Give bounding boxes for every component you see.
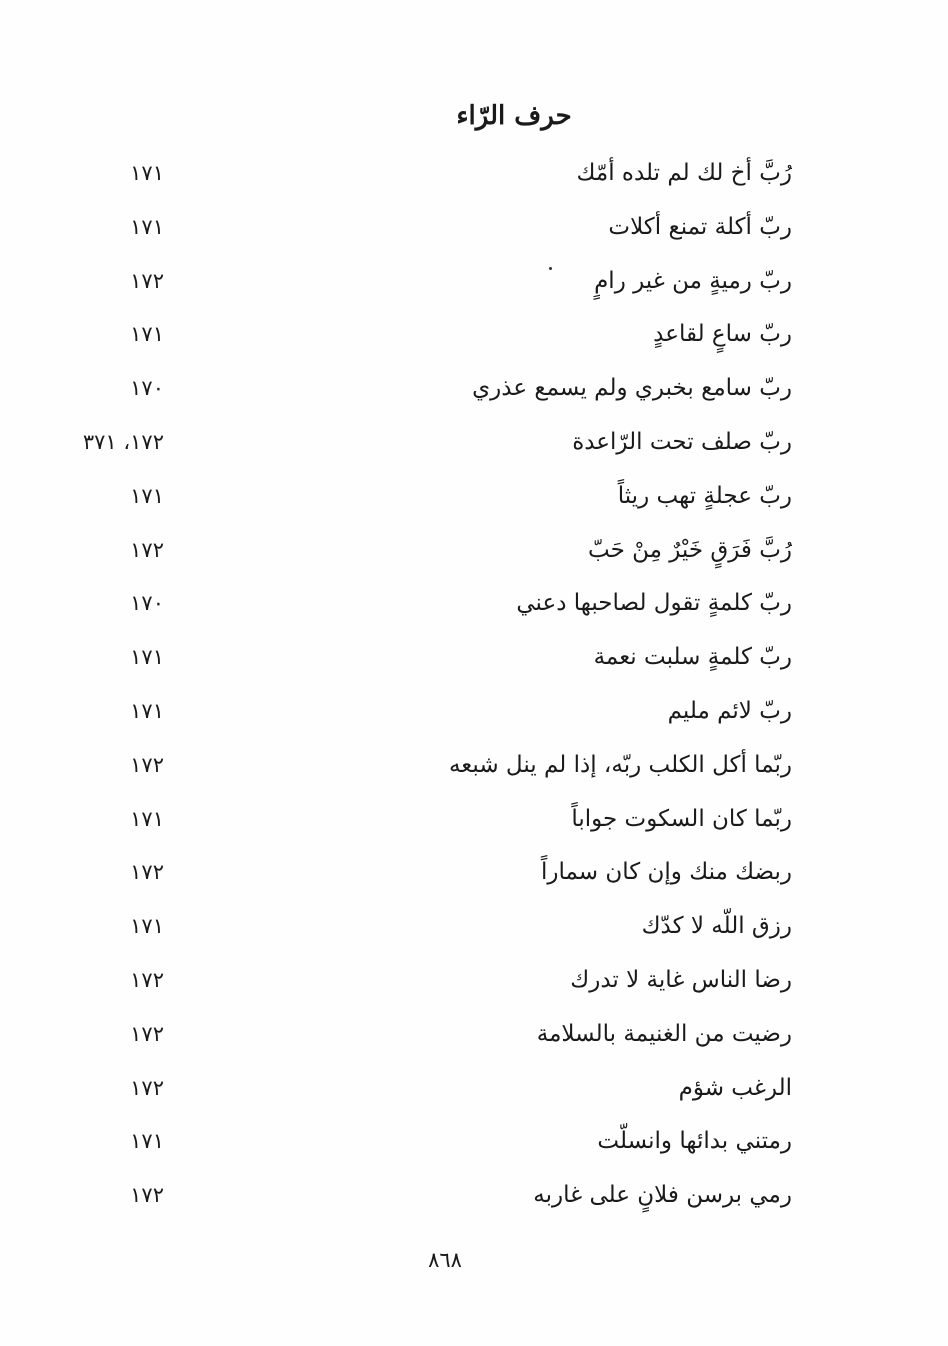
proverb-text: رزق اللّه لا كدّك bbox=[641, 913, 792, 940]
index-entry bbox=[0, 1063, 948, 1117]
page-reference: ١٧١ bbox=[130, 806, 164, 831]
index-entry bbox=[0, 578, 948, 632]
index-entry bbox=[0, 794, 948, 848]
page-reference: ١٧٢ bbox=[130, 268, 164, 293]
proverb-text: ربّ عجلةٍ تهب ريثاً bbox=[617, 482, 792, 509]
page-reference: ١٧٢ bbox=[130, 752, 164, 777]
proverb-text: ربّ كلمةٍ سلبت نعمة bbox=[593, 644, 792, 671]
page-reference: ١٧٢ bbox=[130, 860, 164, 885]
proverb-text: رمي برسن فلانٍ على غاربه bbox=[533, 1182, 792, 1209]
proverb-text: رُبَّ أخ لك لم تلده أمّك bbox=[576, 160, 792, 186]
page-reference: ١٧١ bbox=[130, 214, 164, 239]
page-reference: ١٧١ bbox=[130, 483, 164, 508]
section-heading: حرف الرّاء bbox=[456, 101, 572, 131]
proverb-text: ربّ كلمةٍ تقول لصاحبها دعني bbox=[516, 590, 792, 617]
index-entry bbox=[0, 202, 948, 256]
page-reference: ١٧١ bbox=[130, 1129, 164, 1154]
index-entry bbox=[0, 955, 948, 1009]
page-reference: ١٧٢ bbox=[130, 1183, 164, 1208]
page-reference: ١٧٢، ٣٧١ bbox=[82, 429, 164, 454]
proverb-text: رضا الناس غاية لا تدرك bbox=[570, 966, 792, 993]
index-entry bbox=[0, 363, 948, 417]
proverb-text: رضيت من الغنيمة بالسلامة bbox=[536, 1020, 792, 1047]
page-number: ٨٦٨ bbox=[428, 1248, 462, 1272]
index-entry bbox=[0, 471, 948, 525]
page-reference: ١٧٢ bbox=[130, 537, 164, 562]
proverb-text: ربّ سامع بخبري ولم يسمع عذري bbox=[472, 375, 792, 402]
index-entry bbox=[0, 525, 948, 579]
proverb-text: ربّما كان السكوت جواباً bbox=[571, 805, 792, 832]
page-reference: ١٧٠ bbox=[130, 591, 164, 616]
page-reference: ١٧١ bbox=[130, 698, 164, 723]
proverb-text: ربّ صلف تحت الرّاعدة bbox=[572, 428, 792, 455]
index-entry bbox=[0, 1170, 948, 1224]
index-entry bbox=[0, 847, 948, 901]
page-reference: ١٧٢ bbox=[130, 1075, 164, 1100]
index-entry bbox=[0, 148, 948, 202]
page-reference: ١٧٢ bbox=[130, 967, 164, 992]
index-entry bbox=[0, 686, 948, 740]
index-entry bbox=[0, 256, 948, 310]
ink-speck bbox=[549, 267, 552, 270]
page-reference: ١٧١ bbox=[130, 914, 164, 939]
proverb-text: ربّما أكل الكلب ربّه، إذا لم ينل شبعه bbox=[448, 751, 792, 778]
proverb-text: ربّ أكلة تمنع أكلات bbox=[608, 213, 792, 240]
proverb-text: ربّ لائم مليم bbox=[667, 697, 792, 724]
page-reference: ١٧١ bbox=[130, 322, 164, 347]
proverb-text: ربّ ساعٍ لقاعدٍ bbox=[653, 321, 792, 348]
index-entry bbox=[0, 901, 948, 955]
index-entry bbox=[0, 1116, 948, 1170]
index-entry bbox=[0, 1009, 948, 1063]
page-reference: ١٧١ bbox=[130, 645, 164, 670]
proverb-text: رمتني بدائها وانسلّت bbox=[597, 1128, 792, 1155]
proverb-text: ربّ رميةٍ من غير رامٍ bbox=[594, 267, 792, 294]
index-entry bbox=[0, 309, 948, 363]
page-reference: ١٧٢ bbox=[130, 1021, 164, 1046]
index-entry bbox=[0, 740, 948, 794]
proverb-text: ربضك منك وإن كان سماراً bbox=[540, 859, 792, 886]
page-reference: ١٧٠ bbox=[130, 376, 164, 401]
index-entry bbox=[0, 632, 948, 686]
index-entry bbox=[0, 417, 948, 471]
proverb-text: الرغب شؤم bbox=[678, 1074, 792, 1101]
proverb-index-list bbox=[0, 148, 948, 1224]
proverb-text: رُبَّ فَرَقٍ خَيْرٌ مِنْ حَبّ bbox=[587, 536, 792, 563]
page-reference: ١٧١ bbox=[130, 161, 164, 185]
